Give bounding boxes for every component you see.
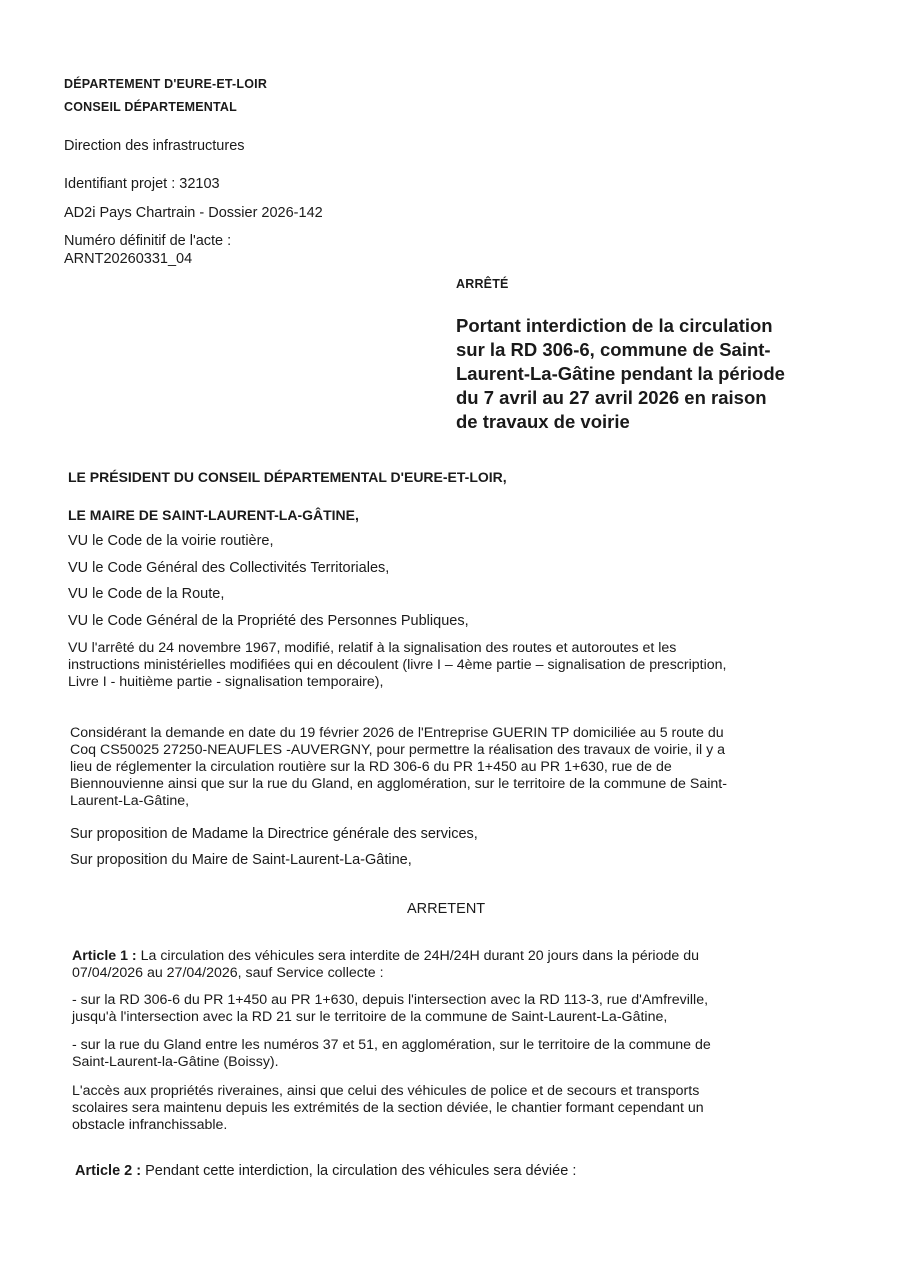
paragraph-line: - sur la rue du Gland entre les numéros 37 et 51, en agglomération, sur le territoire de la commune de [72, 1037, 711, 1053]
article-2 [75, 1163, 576, 1179]
paragraph-line: Biennouvienne ainsi que sur la rue du Gland, en agglomération, sur le territoire de la commune de Saint- [70, 776, 727, 792]
title-line: de travaux de voirie [456, 411, 630, 432]
paragraph-line: Livre I - huitième partie - signalisation temporaire), [68, 674, 384, 690]
paragraph-line: Saint-Laurent-la-Gâtine (Boissy). [72, 1054, 279, 1070]
title-line: du 7 avril au 27 avril 2026 en raison [456, 387, 767, 408]
article-1-intro [72, 948, 828, 982]
project-id: Identifiant projet : 32103 [64, 176, 220, 192]
article-1-text: La circulation des véhicules sera interdite de 24H/24H durant 20 jours dans la période du [136, 948, 699, 964]
vu-item: VU le Code Général des Collectivités Territoriales, [68, 560, 390, 576]
paragraph-line: instructions ministérielles modifiées qui en découlent (livre I – 4ème partie – signalisation de prescription, [68, 657, 727, 673]
vu-item: VU le Code de la Route, [68, 586, 225, 602]
vu-arrete-paragraph [68, 640, 838, 691]
paragraph-line: lieu de réglementer la circulation routière sur la RD 306-6 du PR 1+450 au PR 1+630, rue de de [70, 759, 672, 775]
vu-item: VU le Code de la voirie routière, [68, 533, 274, 549]
direction-label: Direction des infrastructures [64, 138, 245, 154]
proposition-maire: Sur proposition du Maire de Saint-Laurent-La-Gâtine, [70, 852, 412, 868]
paragraph-line: obstacle infranchissable. [72, 1117, 228, 1133]
paragraph-line: scolaires sera maintenu depuis les extrémités de la section déviée, le chantier formant cependant un [72, 1100, 704, 1116]
arretent-heading: ARRETENT [407, 901, 486, 917]
proposition-dgs: Sur proposition de Madame la Directrice générale des services, [70, 826, 478, 842]
vu-item: VU le Code Général de la Propriété des Personnes Publiques, [68, 613, 469, 629]
title-line: Portant interdiction de la circulation [456, 315, 773, 336]
paragraph-line: Coq CS50025 27250-NEAUFLES -AUVERGNY, pour permettre la réalisation des travaux de voirie, il y a [70, 742, 726, 758]
council-heading: CONSEIL DÉPARTEMENTAL [64, 100, 237, 114]
act-number-label: Numéro définitif de l'acte : [64, 233, 232, 249]
article-2-text: Pendant cette interdiction, la circulation des véhicules sera déviée : [141, 1163, 577, 1179]
title-line: sur la RD 306-6, commune de Saint- [456, 339, 771, 360]
article-1-label: Article 1 : [72, 948, 137, 964]
paragraph-line: L'accès aux propriétés riveraines, ainsi que celui des véhicules de police et de secours et transports [72, 1083, 700, 1099]
article-1-bullet-rd306 [72, 992, 828, 1026]
department-heading: DÉPARTEMENT D'EURE-ET-LOIR [64, 77, 268, 91]
article-1-bullet-rue-du-gland [72, 1037, 828, 1071]
title-line: Laurent-La-Gâtine pendant la période [456, 363, 785, 384]
article-1-access [72, 1083, 828, 1134]
mayor-heading: LE MAIRE DE SAINT-LAURENT-LA-GÂTINE, [68, 507, 359, 523]
act-number: ARNT20260331_04 [64, 251, 193, 267]
document-title [456, 314, 836, 434]
paragraph-line: jusqu'à l'intersection avec la RD 21 sur le territoire de la commune de Saint-Laurent-La-Gâtine, [72, 1009, 668, 1025]
article-2-label: Article 2 : [75, 1163, 142, 1179]
paragraph-line: VU l'arrêté du 24 novembre 1967, modifié, relatif à la signalisation des routes et autoroutes et les [68, 640, 677, 656]
president-heading: LE PRÉSIDENT DU CONSEIL DÉPARTEMENTAL D'EURE-ET-LOIR, [68, 469, 507, 485]
paragraph-line: Laurent-La-Gâtine, [70, 793, 190, 809]
paragraph-line: - sur la RD 306-6 du PR 1+450 au PR 1+630, depuis l'intersection avec la RD 113-3, rue d'Amfreville, [72, 992, 709, 1008]
considerant-paragraph [70, 725, 840, 810]
paragraph-line: Considérant la demande en date du 19 février 2026 de l'Entreprise GUERIN TP domiciliée au 5 route du [70, 725, 724, 741]
paragraph-line: 07/04/2026 au 27/04/2026, sauf Service collecte : [72, 965, 384, 981]
dossier-reference: AD2i Pays Chartrain - Dossier 2026-142 [64, 205, 323, 221]
arrete-label: ARRÊTÉ [456, 277, 509, 291]
